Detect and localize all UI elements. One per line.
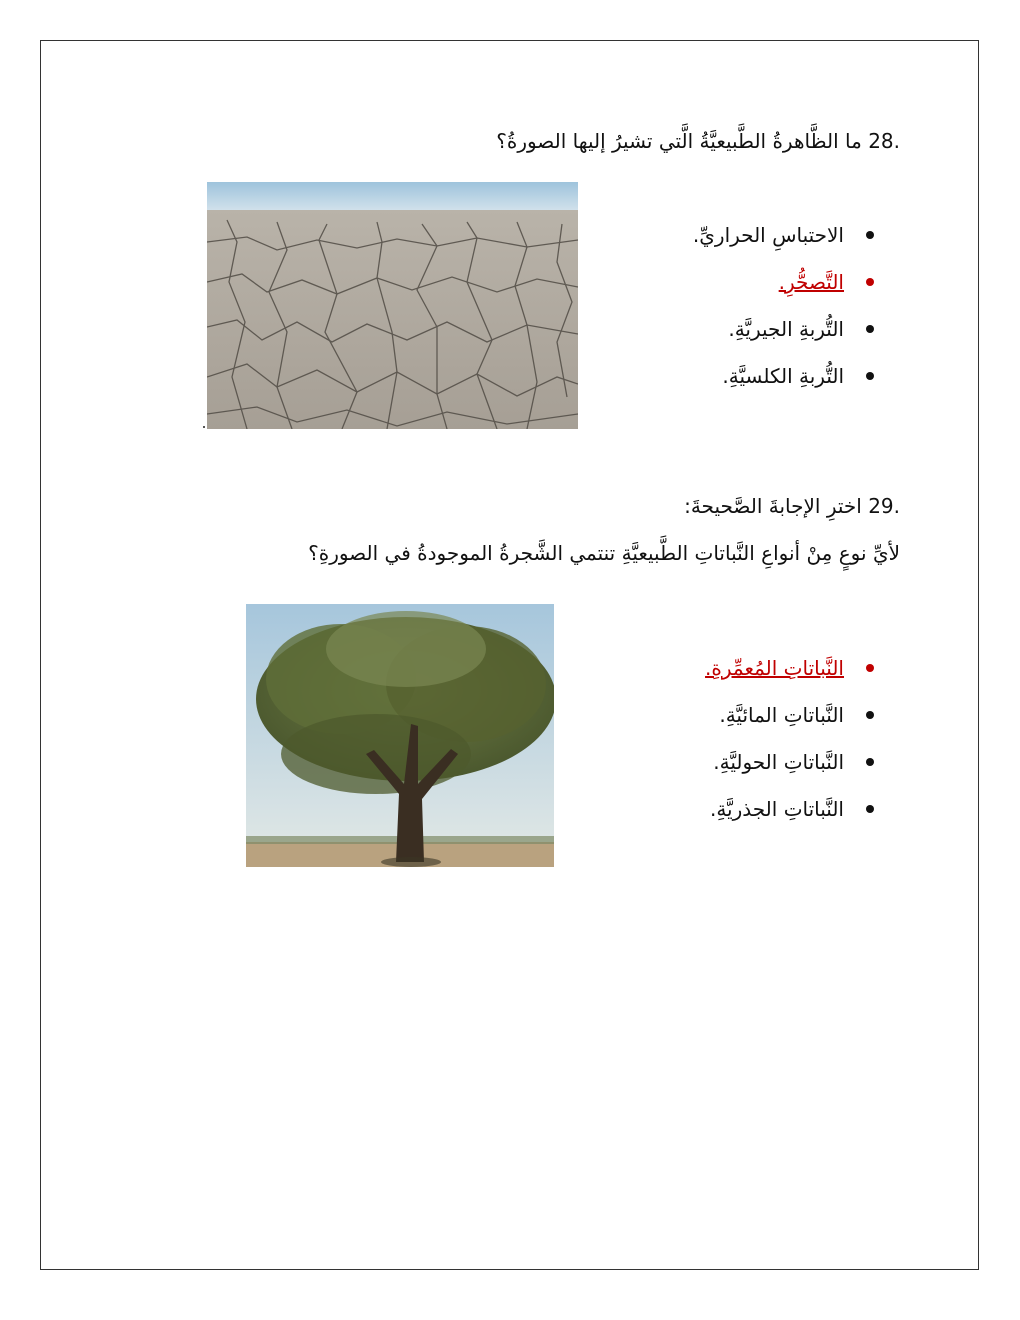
option-item[interactable] bbox=[540, 306, 880, 353]
bullet-icon bbox=[866, 664, 874, 672]
question-28-options bbox=[540, 212, 880, 400]
option-item[interactable] bbox=[540, 786, 880, 833]
question-29-options bbox=[540, 645, 880, 833]
cracked-land-icon bbox=[207, 182, 578, 429]
bullet-icon bbox=[866, 372, 874, 380]
option-label: النَّباتاتِ الجذريَّةِ. bbox=[709, 797, 844, 821]
bullet-icon bbox=[866, 231, 874, 239]
option-label: النَّباتاتِ المُعمِّرةِ. bbox=[705, 656, 844, 680]
question-28-title bbox=[100, 128, 900, 154]
option-label: النَّباتاتِ الحوليَّةِ. bbox=[713, 750, 844, 774]
option-label: الاحتباسِ الحراريِّ. bbox=[692, 223, 844, 247]
option-item[interactable] bbox=[540, 353, 880, 400]
question-29-intro bbox=[100, 493, 900, 519]
option-label: التُّربةِ الجيريَّةِ. bbox=[728, 317, 844, 341]
question-text: لأيِّ نوعٍ مِنْ أنواعِ النَّباتاتِ الطَّبيعيَّةِ تنتمي الشَّجرةُ الموجودةُ في الصورةِ؟ bbox=[308, 541, 900, 565]
option-label: النَّباتاتِ المائيَّةِ. bbox=[719, 703, 844, 727]
option-label: التُّربةِ الكلسيَّةِ. bbox=[722, 364, 844, 388]
question-intro: اخترِ الإجابةَ الصَّحيحةَ: bbox=[684, 494, 862, 518]
question-number: 29. bbox=[868, 494, 900, 518]
option-item-correct[interactable] bbox=[540, 259, 880, 306]
stray-dot bbox=[203, 426, 205, 428]
question-text: ما الظَّاهرةُ الطَّبيعيَّةُ الَّتي تشيرُ إليها الصورةُ؟ bbox=[496, 129, 862, 153]
question-29-text bbox=[100, 540, 900, 566]
option-item[interactable] bbox=[540, 739, 880, 786]
cracked-dry-land-photo bbox=[207, 182, 578, 429]
bullet-icon bbox=[866, 278, 874, 286]
option-item[interactable] bbox=[540, 212, 880, 259]
option-item[interactable] bbox=[540, 692, 880, 739]
bullet-icon bbox=[866, 758, 874, 766]
bullet-icon bbox=[866, 805, 874, 813]
bullet-icon bbox=[866, 711, 874, 719]
question-number: 28. bbox=[868, 129, 900, 153]
option-item-correct[interactable] bbox=[540, 645, 880, 692]
bullet-icon bbox=[866, 325, 874, 333]
tree-icon bbox=[246, 604, 554, 867]
option-label: التَّصحُّرِ. bbox=[778, 270, 844, 294]
tree-photo bbox=[246, 604, 554, 867]
